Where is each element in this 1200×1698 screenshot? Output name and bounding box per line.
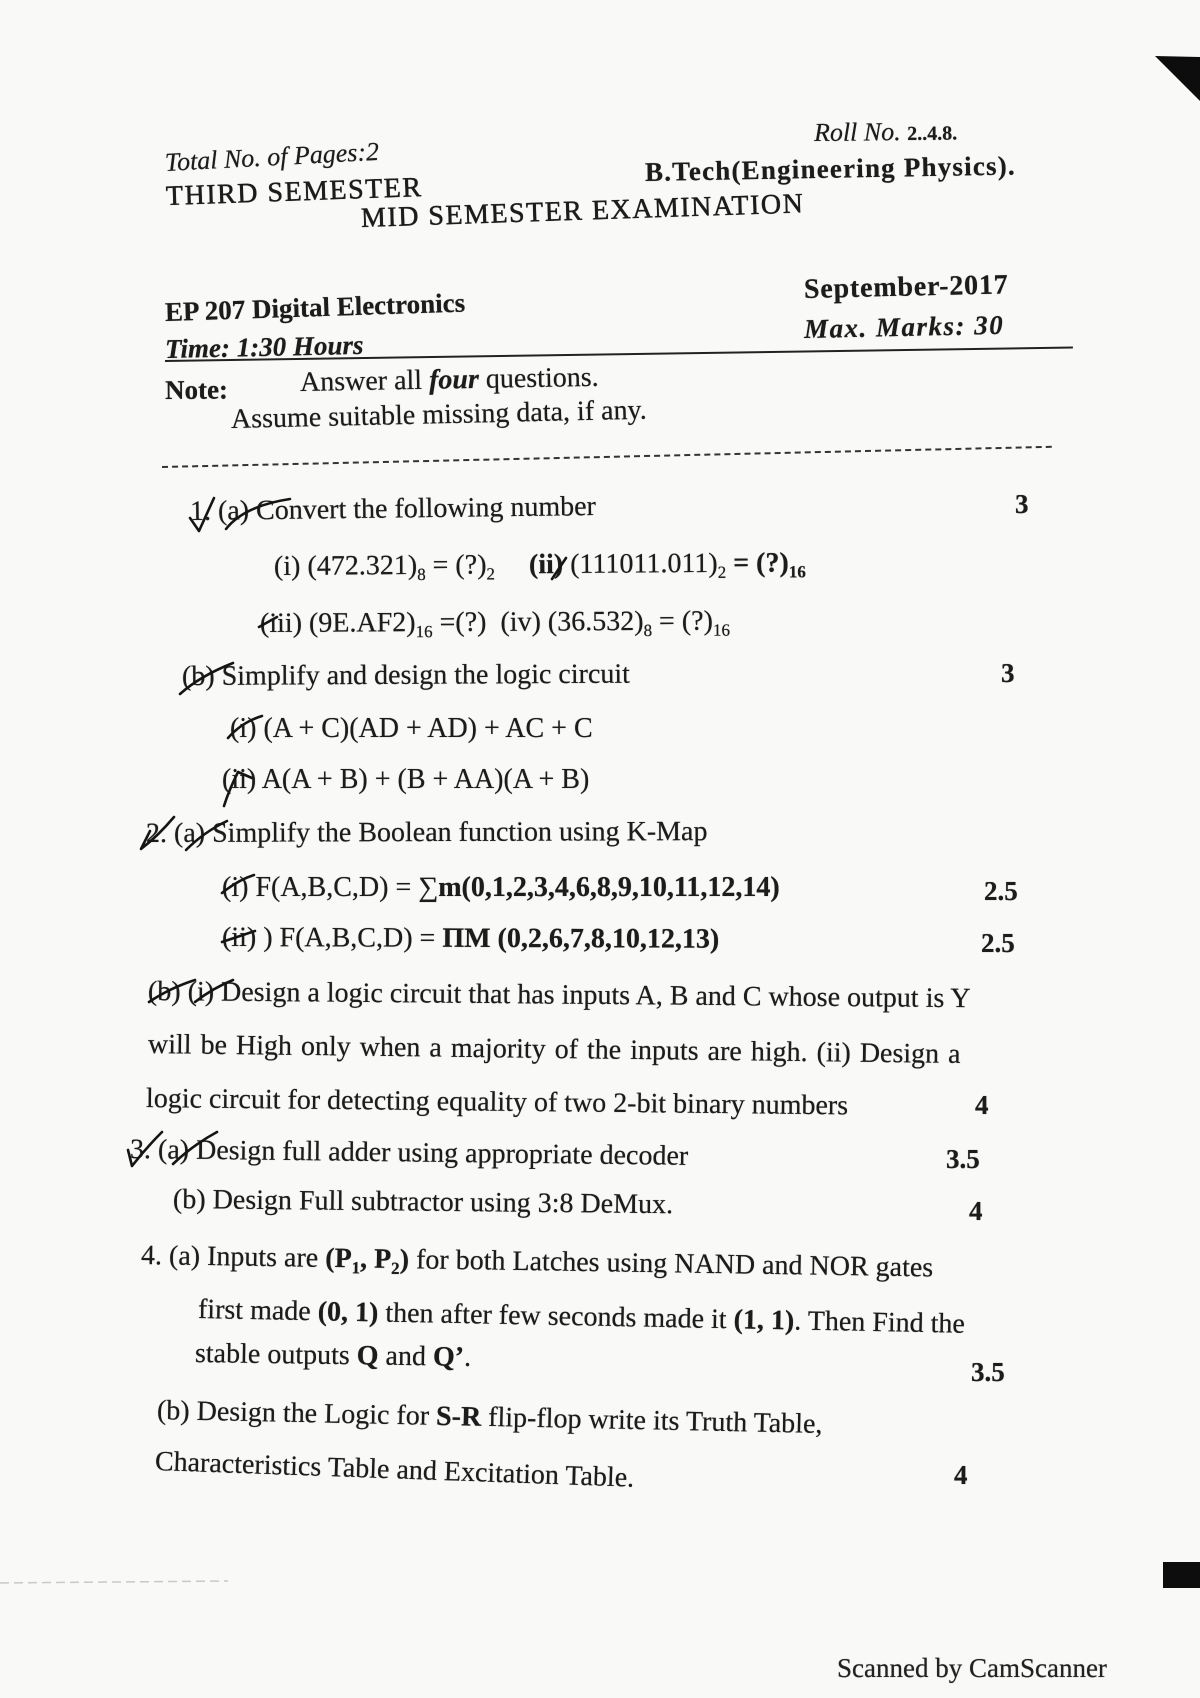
input-subscript-1: 1: [351, 1258, 361, 1278]
part-text: Simplify the Boolean function using K-Map: [212, 816, 708, 849]
q1b-prompt: [182, 658, 630, 694]
item-label: (iii): [259, 607, 303, 639]
function-name: ) F(A,B,C,D) =: [263, 922, 436, 954]
roll-number: [814, 115, 958, 152]
item-label: (i): [273, 550, 301, 582]
item-label: (ii): [222, 764, 257, 795]
q2a-item-i: [222, 871, 780, 905]
q1a-marks: 3: [1015, 489, 1029, 519]
note-line-1-start: Answer all: [299, 364, 423, 398]
item-value: (111011.011): [570, 547, 718, 580]
item-value: (36.532): [547, 605, 644, 638]
output-q-prime: Q’: [432, 1341, 465, 1373]
part-text: stable outputs: [194, 1338, 350, 1372]
edge-shadow-bar: [1163, 1562, 1200, 1588]
note-line-2: Assume suitable missing data, if any.: [230, 394, 648, 435]
part-text: for both Latches using NAND and NOR gates: [415, 1244, 934, 1284]
part-text: first made: [197, 1294, 312, 1328]
roll-number-label: Roll No.: [813, 117, 901, 147]
q2b-line-1: [148, 975, 971, 1016]
item-to-base: 2: [486, 564, 496, 584]
dashed-divider: [162, 446, 1052, 468]
part-text: and: [385, 1340, 427, 1373]
item-label: (i): [230, 713, 257, 744]
exam-duration: Time: 1:30 Hours: [164, 329, 364, 364]
q2a-prompt: [146, 815, 708, 851]
q2a-item-i-marks: 2.5: [984, 876, 1018, 906]
note-line-1: [300, 361, 599, 400]
question-number: 1.: [189, 495, 212, 527]
faint-scan-line: [0, 1581, 228, 1583]
part-text: .: [463, 1341, 472, 1373]
total-pages: Total No. of Pages:2: [164, 136, 380, 177]
q2b-line-3: logic circuit for detecting equality of two 2-bit binary numbers: [145, 1083, 849, 1122]
part-text: . Then Find the: [793, 1305, 966, 1340]
part-label: (b): [172, 1184, 206, 1216]
input-pair-open: (P: [325, 1242, 352, 1275]
part-text: (i) Design a logic circuit that has inputs A, B and C whose output is Y: [187, 976, 971, 1015]
question-number: 3.: [129, 1134, 152, 1166]
part-text: Simplify and design the logic circuit: [221, 658, 630, 692]
item-to-base: 16: [712, 620, 730, 640]
sum-symbol: ∑: [418, 872, 439, 903]
q1a-conversions-row-2: [260, 605, 730, 641]
item-to-base: 16: [788, 562, 806, 582]
item-result: = (?): [658, 605, 713, 637]
item-result: = (?): [432, 549, 487, 581]
note-line-1-end: questions.: [485, 361, 599, 395]
minterms: m(0,1,2,3,4,6,8,9,10,11,12,14): [438, 872, 780, 903]
scanner-watermark: Scanned by CamScanner: [837, 1653, 1107, 1683]
item-result: =(?): [439, 606, 487, 639]
product-symbol: ΠM: [442, 922, 491, 954]
q1b-marks: 3: [1001, 658, 1015, 688]
part-text: then after few seconds made it: [385, 1297, 727, 1336]
part-label: (b): [147, 976, 181, 1008]
q4a-line-2: [198, 1293, 965, 1342]
exam-date: September-2017: [803, 269, 1009, 305]
part-label: (a): [168, 1240, 201, 1272]
corner-shadow-mark: [1155, 56, 1200, 101]
part-label: (b): [156, 1395, 190, 1427]
item-value: (472.321): [307, 550, 418, 582]
q1a-prompt: [190, 490, 596, 529]
q3b-prompt: [173, 1183, 673, 1222]
part-text: Design full adder using appropriate decoder: [195, 1134, 689, 1172]
output-q: Q: [356, 1340, 379, 1372]
q4b-line-1: [157, 1394, 823, 1442]
input-subscript-2: 2: [390, 1258, 400, 1279]
item-label: (iv): [500, 606, 541, 638]
item-from-base: 8: [417, 564, 426, 585]
q2b-marks: 4: [975, 1090, 989, 1120]
item-label: (ii): [221, 922, 257, 954]
part-text: Convert the following number: [255, 491, 597, 527]
part-text: Design Full subtractor using 3:8 DeMux.: [212, 1184, 674, 1221]
input-pair: [325, 1242, 410, 1279]
part-text: Design the Logic for: [196, 1395, 430, 1432]
first-input-value: (0, 1): [317, 1296, 379, 1329]
q4b-line-2: Characteristics Table and Excitation Table.: [154, 1446, 635, 1494]
part-text: flip-flop write its Truth Table,: [487, 1401, 823, 1440]
q1a-conversions-row-1: [274, 546, 806, 584]
part-label: (a): [173, 817, 206, 849]
exam-title: MID SEMESTER EXAMINATION: [360, 188, 805, 234]
flip-flop-type: S-R: [435, 1400, 482, 1433]
roll-number-value: 2..4.8.: [907, 122, 958, 146]
input-pair-separator: , P: [359, 1243, 392, 1275]
function-name: F(A,B,C,D) =: [255, 872, 412, 903]
q1b-item-ii: [222, 763, 589, 797]
part-label: (b): [181, 660, 215, 692]
q1a-item-iv: [500, 606, 730, 638]
q3a-prompt: [130, 1133, 689, 1174]
item-value: (9E.AF2): [308, 607, 416, 639]
q2b-line-2: will be High only when a majority of the inputs are high. (ii) Design a: [147, 1029, 961, 1070]
item-from-base: 8: [643, 620, 653, 640]
item-label: (ii): [528, 548, 564, 581]
q1a-item-iii: [259, 606, 487, 642]
note-label: Note:: [164, 374, 229, 405]
q4b-marks: 4: [954, 1460, 968, 1490]
max-marks: Max. Marks: 30: [803, 309, 1005, 344]
item-from-base: 16: [415, 622, 433, 642]
part-text: Inputs are: [206, 1241, 319, 1274]
q2a-item-ii-marks: 2.5: [981, 928, 1015, 958]
question-number: 2.: [145, 817, 168, 849]
part-label: (a): [157, 1134, 190, 1166]
course-title: EP 207 Digital Electronics: [164, 287, 466, 327]
semester: THIRD SEMESTER: [165, 172, 424, 212]
q4a-line-1: [141, 1239, 934, 1285]
item-expression: (A + C)(AD + AD) + AC + C: [263, 713, 593, 744]
item-label: (i): [222, 872, 249, 903]
q2a-item-ii: [222, 921, 719, 957]
input-pair-close: ): [399, 1244, 410, 1276]
maxterms: (0,2,6,7,8,10,12,13): [497, 922, 720, 955]
program-name: B.Tech(Engineering Physics).: [644, 150, 1017, 187]
q4a-marks: 3.5: [971, 1357, 1005, 1387]
question-number: 4.: [140, 1240, 163, 1272]
q1a-item-i: [273, 549, 496, 585]
note-emphasis: four: [428, 363, 480, 396]
second-input-value: (1, 1): [733, 1304, 795, 1337]
item-result: = (?): [733, 547, 789, 579]
q3a-marks: 3.5: [946, 1144, 980, 1174]
q1a-item-ii: [529, 547, 806, 580]
item-expression: A(A + B) + (B + AA)(A + B): [261, 764, 590, 795]
part-label: (a): [217, 495, 250, 527]
q1b-item-i: [230, 712, 593, 746]
q4a-line-3: [195, 1337, 472, 1375]
q3b-marks: 4: [969, 1196, 983, 1226]
item-from-base: 2: [717, 562, 727, 582]
